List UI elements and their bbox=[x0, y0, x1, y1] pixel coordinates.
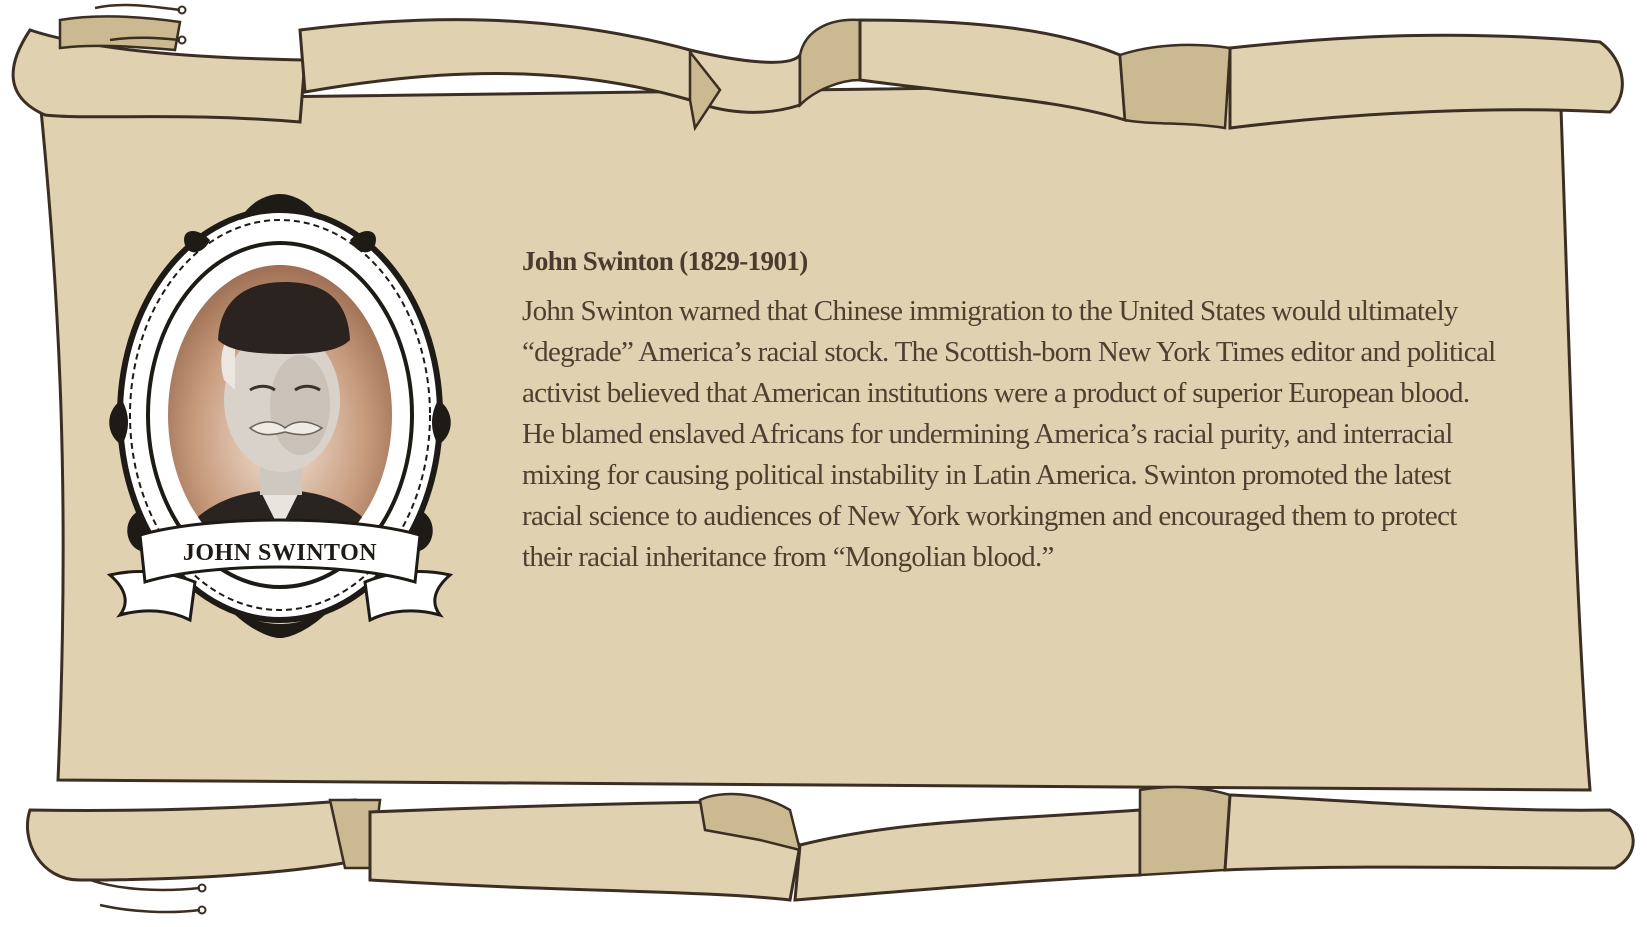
bottom-ribbon-tassel-2 bbox=[100, 905, 200, 912]
bottom-ribbon-wave-1 bbox=[27, 800, 360, 880]
portrait-medallion bbox=[100, 190, 460, 670]
top-ribbon-fold-3 bbox=[1120, 45, 1230, 128]
bio-body: John Swinton warned that Chinese immigration to the United States would ultimately “degrade” America’s racial stock. The Scottish-born New York Times editor and political activist believed that American institutions were a product of superior European blood. He blamed enslaved Africans for undermining America’s racial purity, and interracial mixing for causing political instability in Latin America. Swinton promoted the latest racial science to audiences of New York workingmen and encouraged them to protect their racial inheritance from “Mongolian blood.” bbox=[522, 295, 1496, 573]
top-ribbon-left-fold bbox=[60, 16, 180, 50]
bio-section bbox=[522, 246, 1497, 578]
bio-title: John Swinton (1829-1901) bbox=[522, 246, 808, 276]
top-ribbon-tassel-1 bbox=[95, 5, 180, 10]
banner-text: JOHN SWINTON bbox=[182, 540, 378, 566]
bottom-ribbon-tassel-1 bbox=[90, 880, 200, 890]
bottom-ribbon-wave-4 bbox=[1225, 795, 1633, 870]
bottom-ribbon-wave-3 bbox=[795, 810, 1140, 900]
bottom-ribbon-fold-3 bbox=[1140, 787, 1230, 875]
